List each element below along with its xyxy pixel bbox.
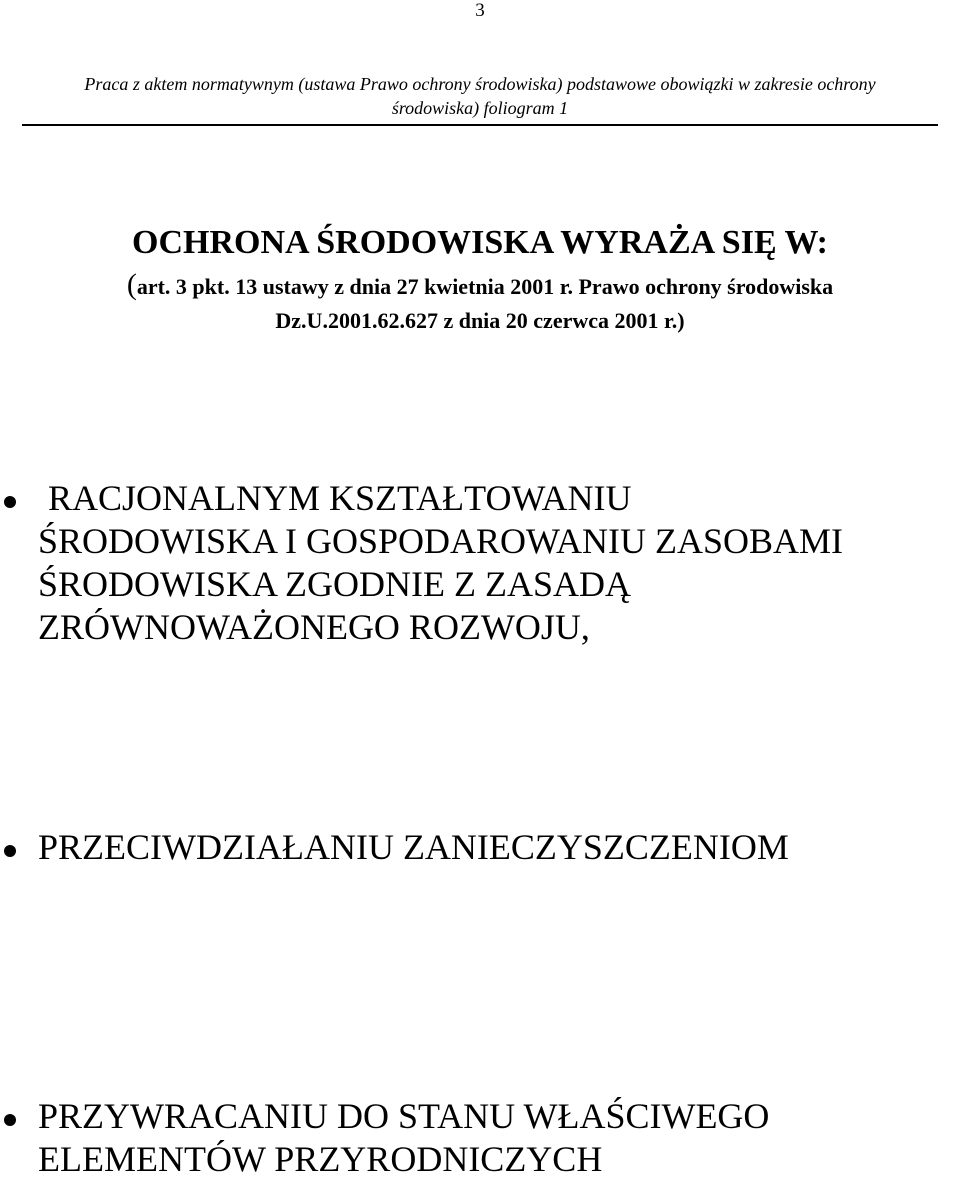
bullet-text	[38, 1095, 953, 1181]
citation-line-2: Dz.U.2001.62.627 z dnia 20 czerwca 2001 r.)	[275, 308, 685, 333]
bullet-icon	[4, 496, 16, 508]
bullet-icon	[4, 1114, 16, 1126]
header-divider	[22, 124, 938, 126]
page-number: 3	[475, 0, 485, 21]
citation-text-1: art. 3 pkt. 13 ustawy z dnia 27 kwietnia 2001 r. Prawo ochrony środowiska	[136, 274, 834, 299]
citation-open-paren: (	[126, 268, 137, 301]
bullet-text	[38, 826, 953, 869]
citation-line-1	[0, 268, 960, 304]
bullet-line: ZRÓWNOWAŻONEGO ROZWOJU,	[38, 607, 590, 647]
running-header-line-1: Praca z aktem normatywnym (ustawa Prawo ochrony środowiska) podstawowe obowiązki w zakresie ochrony	[84, 74, 876, 94]
bullet-line: PRZYWRACANIU DO STANU WŁAŚCIWEGO	[38, 1096, 770, 1136]
bullet-line: RACJONALNYM KSZTAŁTOWANIU	[48, 478, 632, 518]
bullet-icon	[4, 845, 16, 857]
running-header	[0, 72, 960, 120]
main-title: OCHRONA ŚRODOWISKA WYRAŻA SIĘ W:	[132, 224, 828, 261]
title-block	[0, 218, 960, 338]
bullet-text	[38, 477, 953, 649]
bullet-line: ELEMENTÓW PRZYRODNICZYCH	[38, 1139, 603, 1179]
bullet-line: ŚRODOWISKA ZGODNIE Z ZASADĄ	[38, 564, 631, 604]
bullet-line: PRZECIWDZIAŁANIU ZANIECZYSZCZENIOM	[38, 827, 789, 867]
running-header-line-2: środowiska) foliogram 1	[391, 98, 569, 118]
bullet-line: ŚRODOWISKA I GOSPODAROWANIU ZASOBAMI	[38, 521, 844, 561]
